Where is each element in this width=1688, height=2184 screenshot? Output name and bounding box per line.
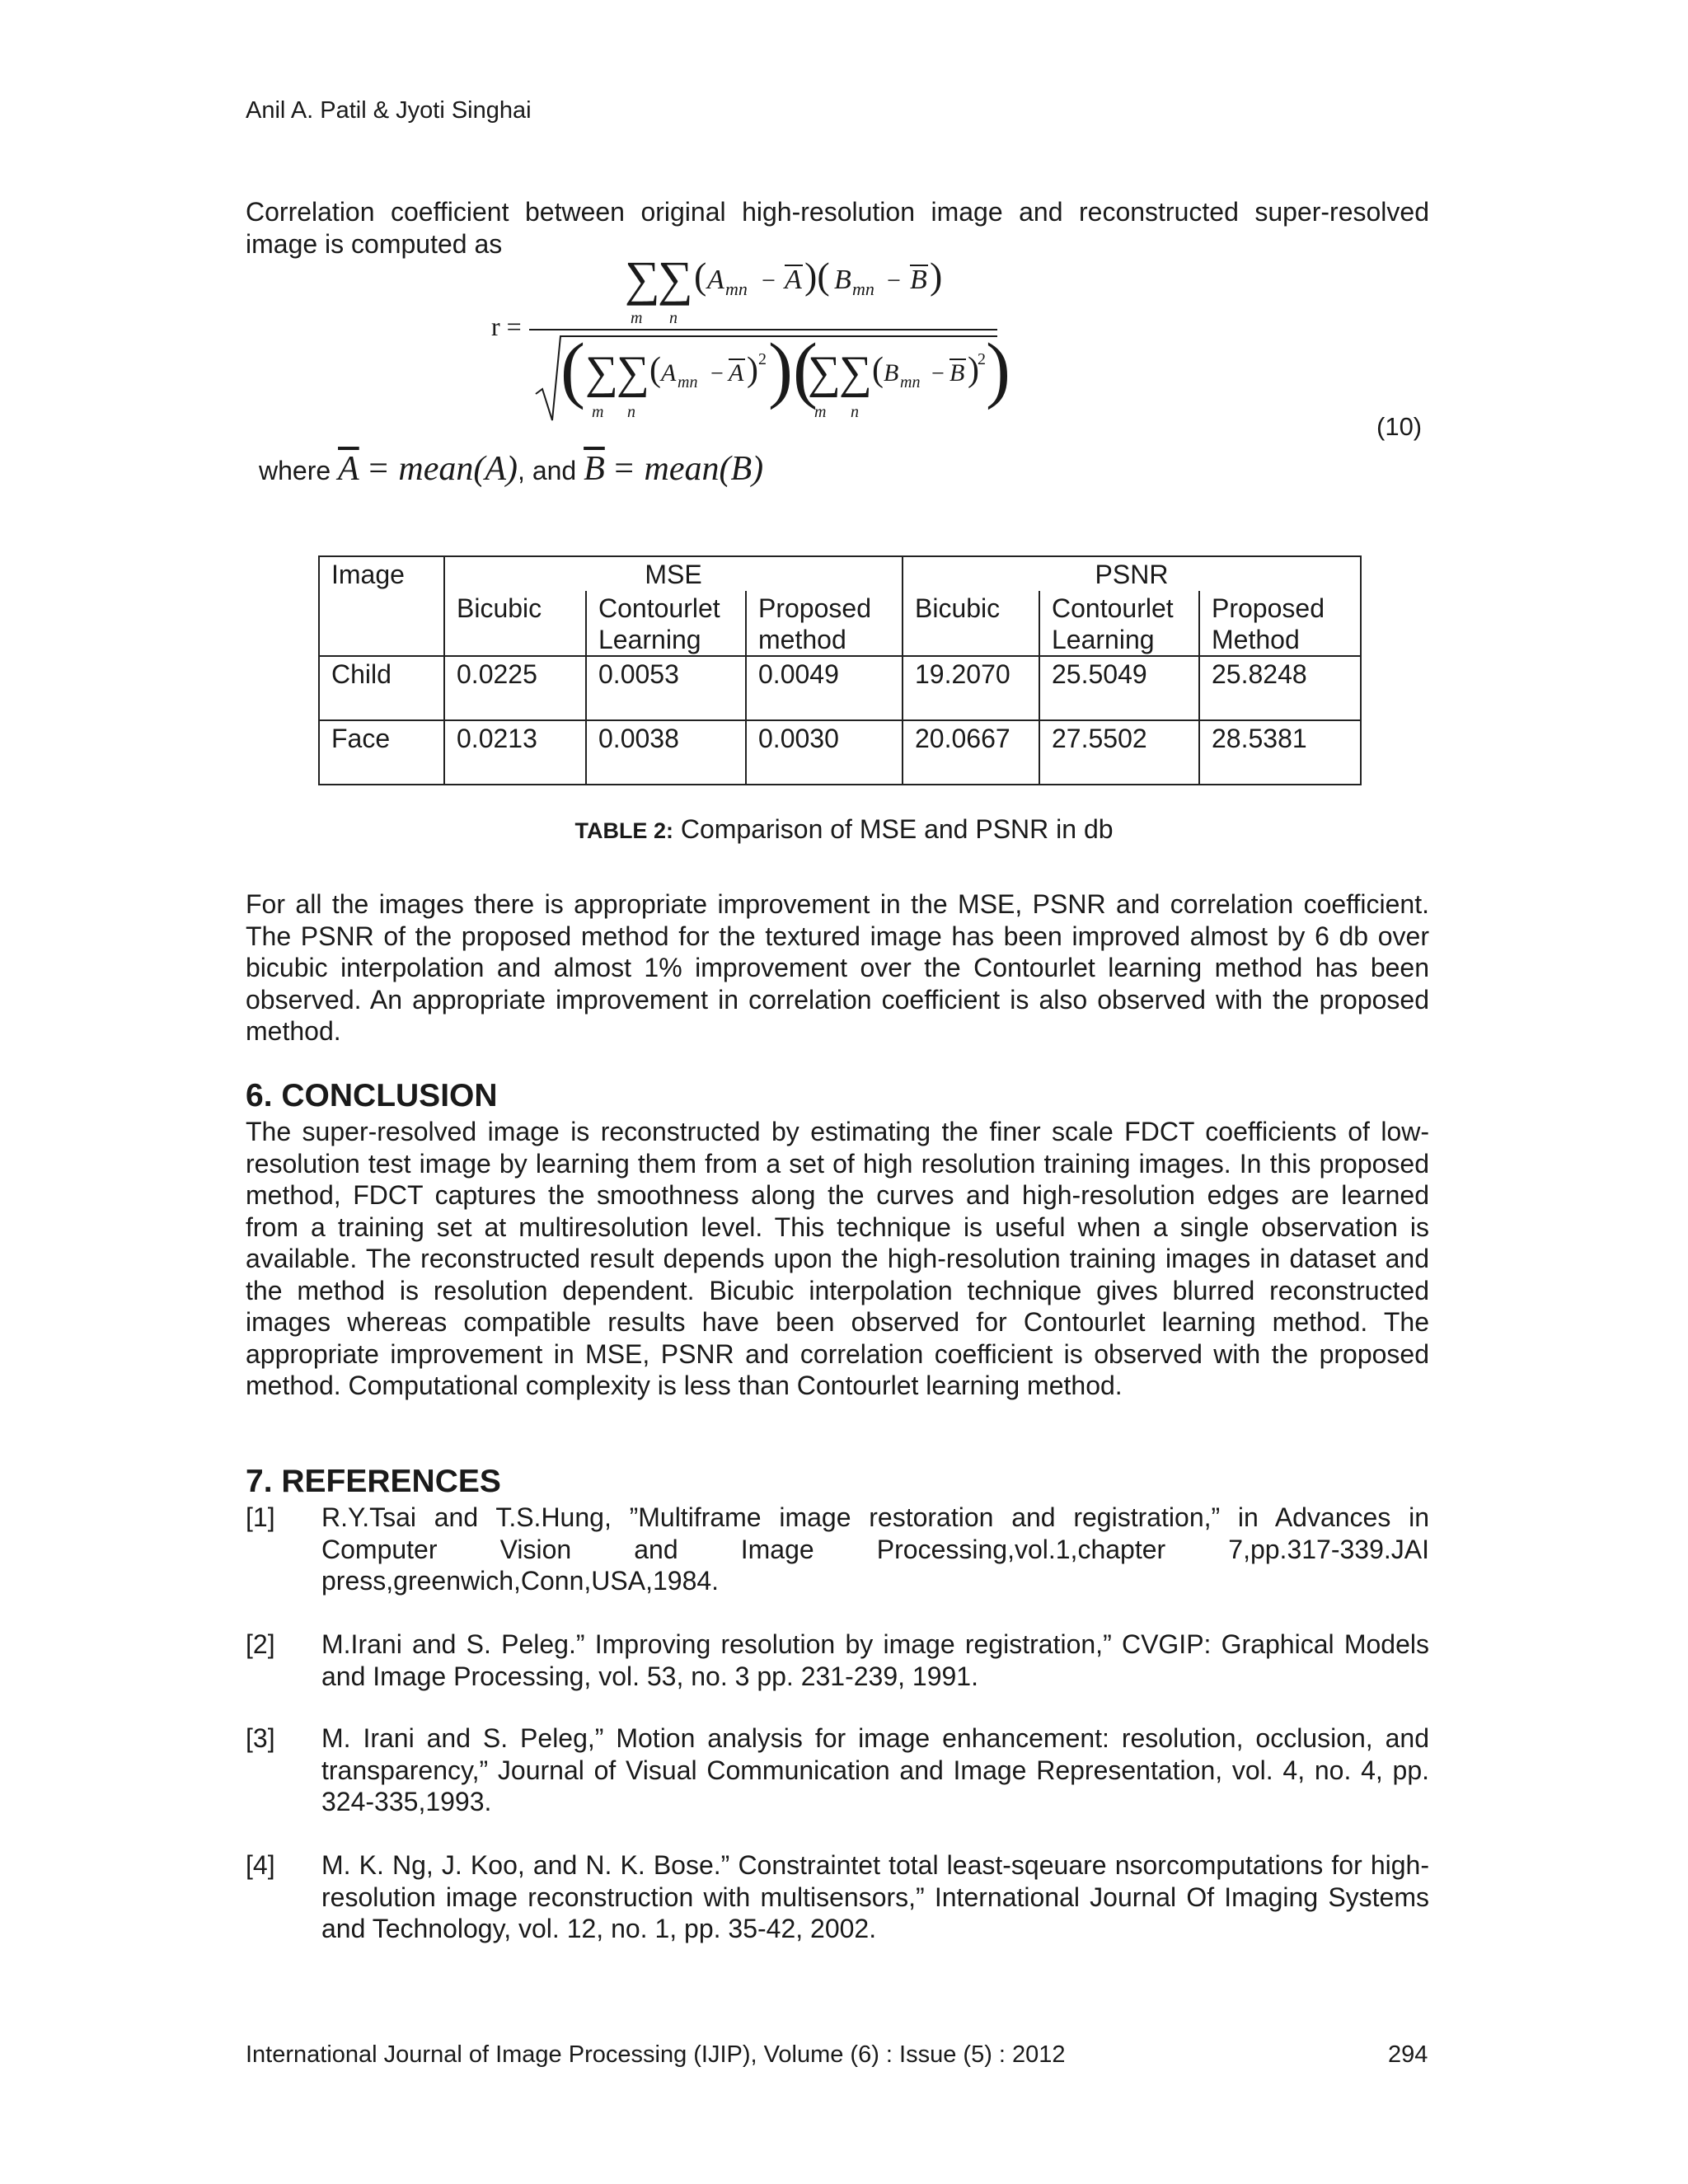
results-table <box>318 555 1362 785</box>
header-psnr: PSNR <box>903 556 1361 591</box>
eq-lhs: r = <box>491 312 522 341</box>
eq-paren: ( <box>649 351 661 389</box>
table-cell: 0.0225 <box>444 656 586 720</box>
reference-item <box>246 1722 1429 1818</box>
eq-sum-den-1: ∑ <box>585 347 618 398</box>
equation-where-line <box>259 449 763 489</box>
table-caption <box>0 814 1688 845</box>
eq-sum-den-4: ∑ <box>839 347 872 398</box>
eq-Bbar-num: B <box>910 265 927 295</box>
reference-text: M. K. Ng, J. Koo, and N. K. Bose.” Constraintet total least-sqeuare nsorcomputations for high-resolution image reconstruction with multisensors,” International Journal Of Imaging Systems and Technology, vol. 12, no. 1, pp. 35-42, 2002. <box>321 1850 1429 1943</box>
where-A-bar: $\overline{A}$ <box>338 450 359 488</box>
eq-sum-den-2: ∑ <box>617 347 649 398</box>
eq-B-den: B <box>884 359 899 387</box>
table-cell: 28.5381 <box>1199 720 1361 785</box>
eq-idx-m-den2: m <box>814 403 827 421</box>
table-cell: 20.0667 <box>903 720 1039 785</box>
eq-idx-m-num: m <box>631 309 643 327</box>
table-row <box>319 720 1361 785</box>
header-image: Image <box>319 556 444 591</box>
where-def-B: = mean(B) <box>612 450 764 488</box>
eq-Abar-den: A <box>729 359 744 387</box>
discussion-paragraph: For all the images there is appropriate improvement in the MSE, PSNR and correlation coefficient. The PSNR of the proposed method for the textured image has been improved almost by 6 db over bicubic interpolation and almost 1% improvement over the Contourlet learning method has been observed. An appropriate improvement in correlation coefficient is also observed with the proposed method. <box>246 889 1429 1046</box>
eq-Bbar-den: B <box>950 359 965 387</box>
subheader-cell: Proposed Method <box>1199 591 1361 656</box>
eq-minus-2: − <box>887 267 901 294</box>
where-word: where <box>259 456 331 485</box>
eq-paren: )( <box>804 255 830 297</box>
table-header-row <box>319 556 1361 591</box>
table-cell: 19.2070 <box>903 656 1039 720</box>
eq-paren: ) <box>747 351 758 389</box>
table-cell: 0.0049 <box>746 656 903 720</box>
eq-idx-m-den1: m <box>592 403 604 421</box>
table-cell: 25.8248 <box>1199 656 1361 720</box>
eq-paren: ( <box>694 255 707 297</box>
eq-sub-B-den: mn <box>900 373 921 391</box>
eq-idx-n-den1: n <box>627 403 635 421</box>
eq-minus-4: − <box>931 361 945 387</box>
journal-footer: International Journal of Image Processing (IJIP), Volume (6) : Issue (5) : 2012 <box>246 2041 1066 2068</box>
equation-number: (10) <box>1376 412 1423 441</box>
caption-text: Comparison of MSE and PSNR in db <box>680 814 1114 844</box>
eq-sum-den-3: ∑ <box>808 347 841 398</box>
table-cell: 0.0053 <box>586 656 746 720</box>
subheader-cell: Contourlet Learning <box>1039 591 1199 656</box>
eq-paren: ( <box>872 351 884 389</box>
table-cell: 0.0213 <box>444 720 586 785</box>
reference-item <box>246 1849 1429 1945</box>
table-subheader-row <box>319 591 1361 656</box>
eq-sub-A-den: mn <box>678 373 698 391</box>
table-cell: 25.5049 <box>1039 656 1199 720</box>
references-heading: 7. REFERENCES <box>246 1464 501 1499</box>
table-cell: 0.0030 <box>746 720 903 785</box>
reference-item <box>246 1502 1429 1597</box>
reference-number: [4] <box>246 1850 275 1880</box>
header-mse: MSE <box>444 556 903 591</box>
eq-paren: ) <box>968 351 979 389</box>
and-word: , and <box>518 456 577 485</box>
conclusion-heading: 6. CONCLUSION <box>246 1078 498 1113</box>
caption-label: TABLE 2: <box>574 818 673 843</box>
eq-paren: ) <box>986 329 1010 410</box>
conclusion-paragraph: The super-resolved image is reconstructed by estimating the finer scale FDCT coefficients of low-resolution test image by learning them from a set of high resolution training images. In this proposed method, FDCT captures the smoothness along the curves and high-resolution edges are learned from a training set at multiresolution level. This technique is useful when a single observation is available. The reconstructed result depends upon the high-resolution training images in dataset and the method is resolution dependent. Bicubic interpolation technique gives blurred reconstructed images whereas compatible results have been observed for Contourlet learning method. The appropriate improvement in MSE, PSNR and correlation coefficient is observed with the proposed method. Computational complexity is less than Contourlet learning method. <box>246 1117 1429 1400</box>
reference-text: R.Y.Tsai and T.S.Hung, ”Multiframe image restoration and registration,” in Advances in Computer Vision and Image Processing,vol.1,chapter 7,pp.317-339.JAI press,greenwich,Conn,USA,1984. <box>321 1502 1429 1596</box>
eq-A-den: A <box>661 359 677 387</box>
table-cell: 27.5502 <box>1039 720 1199 785</box>
eq-B-num: B <box>834 265 851 295</box>
reference-item <box>246 1629 1429 1692</box>
eq-sum-num-2: ∑ <box>658 251 693 306</box>
correlation-equation <box>478 247 1022 437</box>
subheader-cell: Bicubic <box>444 591 586 656</box>
eq-square-1: 2 <box>758 350 767 368</box>
reference-number: [2] <box>246 1629 275 1659</box>
page-number: 294 <box>1388 2041 1428 2068</box>
eq-paren: ( <box>560 329 585 410</box>
row-label: Child <box>319 656 444 720</box>
eq-paren: ) <box>930 255 943 297</box>
running-head: Anil A. Patil & Jyoti Singhai <box>246 97 532 124</box>
eq-square-2: 2 <box>978 350 986 368</box>
eq-minus-3: − <box>710 361 724 387</box>
table-row <box>319 656 1361 720</box>
reference-number: [3] <box>246 1723 275 1753</box>
eq-A-num: A <box>707 265 724 295</box>
where-def-A: = mean(A) <box>366 450 518 488</box>
where-B-bar: $\overline{B}$ <box>584 450 605 488</box>
reference-text: M. Irani and S. Peleg,” Motion analysis for image enhancement: resolution, occlusion, and transparency,” Journal of Visual Communication and Image Representation, vol. 4, no. 4, pp. 324-335,1993. <box>321 1723 1429 1816</box>
table-cell: 0.0038 <box>586 720 746 785</box>
reference-text: M.Irani and S. Peleg.” Improving resolution by image registration,” CVGIP: Graphical Models and Image Processing, vol. 53, no. 3 pp. 231-239, 1991. <box>321 1629 1429 1691</box>
eq-minus-1: − <box>762 267 776 294</box>
subheader-cell: Contourlet Learning <box>586 591 746 656</box>
subheader-cell: Bicubic <box>903 591 1039 656</box>
eq-idx-n-den2: n <box>851 403 859 421</box>
eq-sub-A-num: mn <box>725 279 748 299</box>
eq-sub-B-num: mn <box>852 279 874 299</box>
intro-paragraph: Correlation coefficient between original high-resolution image and reconstructed super-resolved image is computed as <box>246 197 1429 259</box>
eq-paren: )( <box>768 329 818 410</box>
eq-Abar-num: A <box>785 265 802 295</box>
row-label: Face <box>319 720 444 785</box>
reference-number: [1] <box>246 1502 275 1532</box>
subheader-cell: Proposed method <box>746 591 903 656</box>
eq-sum-num-1: ∑ <box>625 251 660 306</box>
eq-idx-n-num: n <box>669 309 678 327</box>
